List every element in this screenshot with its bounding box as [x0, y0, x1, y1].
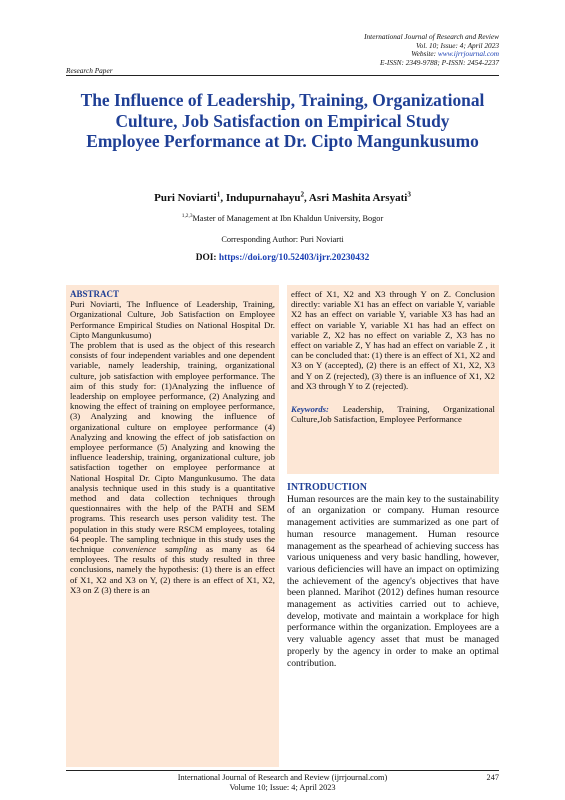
journal-website: Website: www.ijrrjournal.com: [411, 49, 499, 59]
page-footer: [66, 773, 499, 793]
keywords-list: Leadership, Training, Organizational Culture,Job Satisfaction, Employee Performance: [291, 404, 495, 425]
abstract-heading: ABSTRACT: [70, 289, 120, 299]
keywords-label: Keywords:: [291, 404, 329, 415]
introduction-section: [287, 482, 499, 669]
header-divider: [66, 75, 499, 76]
journal-issn: E-ISSN: 2349-9788; P-ISSN: 2454-2237: [380, 57, 499, 67]
abstract-continuation: effect of X1, X2 and X3 through Y on Z. Conclusion directly: variable X1 has an effect on variable Y, variable X2 has an effect on variable Y, variable X3 has had an effect on variable Y, variable X1 has had an effect on variable Z, X2 has no effect on variable Z, X3 has no effect on variable Z, Y has had an effect on variable Z , it can be concluded that: (1) there is an effect of X1, X2 and X3 on Y (accepted), (2) there is an effect of X1, X2, X3 and Y on Z (rejected), (3) there is an influence of X1, X2 and X3 through Y to Z (rejected).: [291, 289, 495, 391]
doi-line: DOI: https://doi.org/10.52403/ijrr.20230432: [195, 253, 370, 263]
author-1: Puri Noviarti$^1$,: [154, 190, 226, 204]
introduction-heading: INTRODUCTION: [287, 482, 368, 493]
abstract-paragraph-2: The problem that is used as the object of this research consists of four independent variables and one dependent variable, namely leadership, training, organizational culture, job satisfaction with employee performance. The aim of this study for: (1)Analyzing the influence of leadership on employee performance, (2) Analyzing and knowing the effect of training on employee performance, (3) Analyzing and knowing the influence of organizational culture on employee performance (4) Analyzing and knowing the effect of job satisfaction on employee performance (5) Analyzing and knowing the influence leadership, training, organizational culture, job satisfaction together on employee performance at National Hospital Dr. Cipto Mangunkusumo. The data analysis technique used in this study is a quantitative method and data collection techniques through questionnaires with the help of the PATH and SEM programs. This research uses person validity test. The population in this study were RSCM employees, totaling 64 people. The sampling technique in this study uses the technique convenience sampling as many as 64 employees. The results of this study resulted in three conclusions, namely the hypothesis: (1) there is an effect of X1, X2 and X3 on Y, (2) there is an effect of X1, X2, X3 on Z (3) there is an: [70, 340, 275, 595]
paper-title: The Influence of Leadership, Training, Organizational Culture, Job Satisfaction on Empirical Study Employee Performance at Dr. Cipto Mangunkusumo: [80, 90, 485, 151]
footer-journal: International Journal of Research and Review (ijrrjournal.com): [177, 773, 388, 782]
footer-divider: [66, 770, 499, 771]
introduction-text: Human resources are the main key to the sustainability of an organization or company. Human resource management activities are summarized as one part of human resource management. Human resource management as the spearhead of achieving success has various uniqueness and very basic handling, however, various deficiencies will have an impact on optimizing the achievement of the agency's objectives that have been planned. Marihot (2012) defines human resource management as activities carried out to achieve, develop, motivate and maintain a workplace for high performance within the organization. Employees are a very valuable agency asset that must be managed properly by the agency in order to make an optimal contribution.: [287, 493, 499, 669]
affiliation: $^{1,2,3}$Master of Management at Ibn Khaldun University, Bogor: [181, 213, 384, 223]
abstract-column: [70, 289, 275, 595]
doi-link[interactable]: https://doi.org/10.52403/ijrr.20230432: [218, 253, 370, 263]
corresponding-author: Corresponding Author: Puri Noviarti: [221, 235, 344, 244]
author-2: Indupurnahayu$^2$,: [225, 190, 309, 204]
author-list: [66, 190, 499, 204]
keywords: [291, 404, 495, 424]
journal-name: International Journal of Research and Review: [364, 32, 499, 41]
author-3: Asri Mashita Arsyati$^3$: [308, 190, 411, 204]
journal-volume: Vol. 10; Issue: 4; April 2023: [416, 40, 499, 50]
abstract-continuation-column: [291, 289, 495, 424]
footer-volume: Volume 10; Issue: 4; April 2023: [229, 783, 336, 792]
page-number: 247: [486, 773, 499, 782]
abstract-paragraph-1: Puri Noviarti, The Influence of Leadership, Training, Organizational Culture, Job Satisfaction on Employee Performance Empirical Studies on National Hospital Dr. Cipto Mangunkusumo): [70, 299, 275, 340]
website-link[interactable]: www.ijrrjournal.com: [437, 49, 499, 59]
journal-header: [364, 33, 499, 67]
paper-type: Research Paper: [66, 66, 113, 75]
